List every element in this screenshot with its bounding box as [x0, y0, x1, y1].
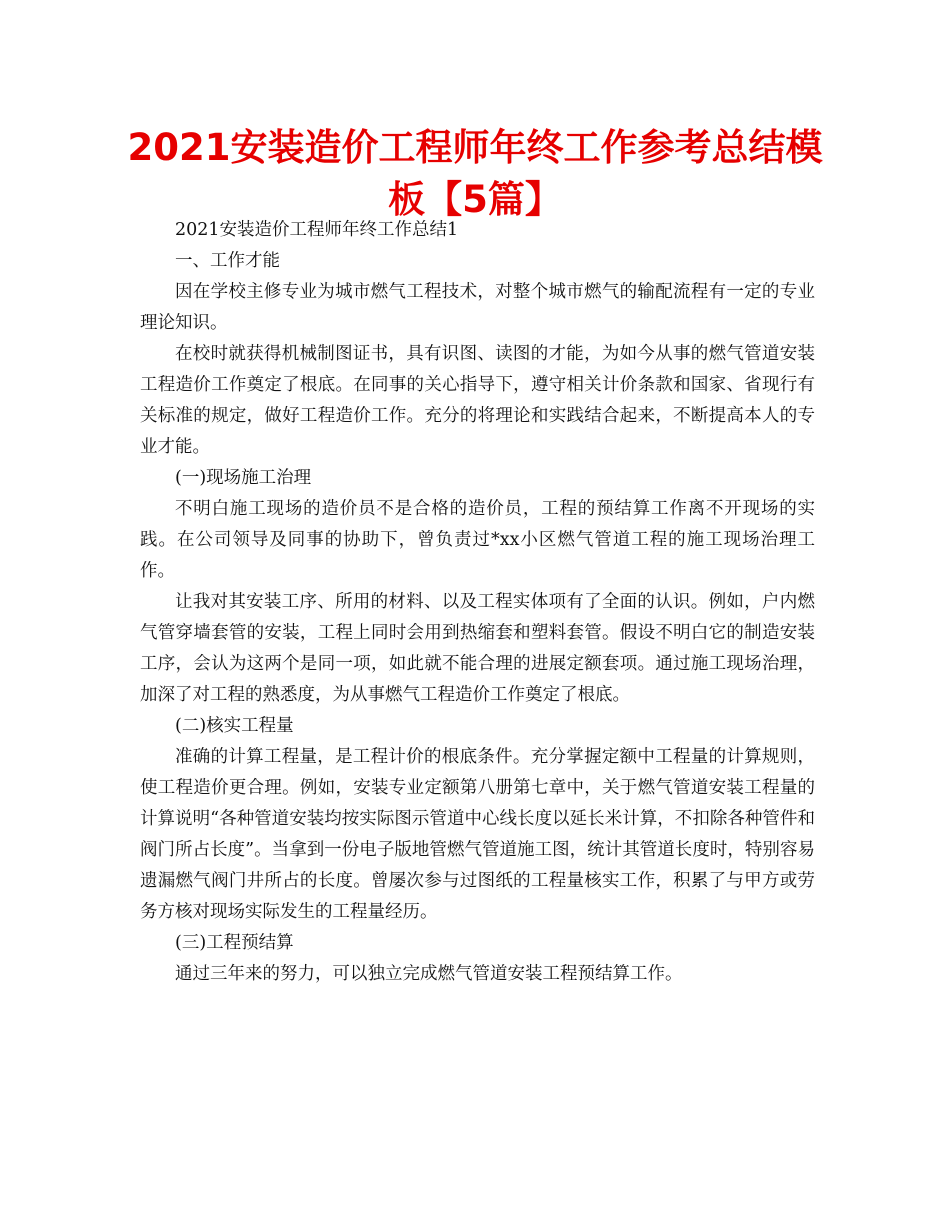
subsection-heading: (二)核实工程量 — [175, 716, 294, 736]
document-body — [140, 215, 815, 990]
subsection-heading: (一)现场施工治理 — [175, 468, 312, 488]
subsection-heading: (三)工程预结算 — [175, 933, 294, 953]
section-heading: 一、工作才能 — [175, 251, 280, 271]
paragraph: 准确的计算工程量，是工程计价的根底条件。充分掌握定额中工程量的计算规则，使工程造价更合理。例如，安装专业定额第八册第七章中，关于燃气管道安装工程量的计算说明“各种管道安装均按实际图示管道中心线长度以延长米计算，不扣除各种管件和阀门所占长度”。当拿到一份电子版地管燃气管道施工图，统计其管道长度时，特别容易遗漏燃气阀门井所占的长度。曾屡次参与过图纸的工程量核实工作，积累了与甲方或劳务方核对现场实际发生的工程量经历。 — [140, 747, 815, 922]
section-title: 2021安装造价工程师年终工作总结1 — [175, 220, 459, 240]
document-title: 2021安装造价工程师年终工作参考总结模板【5篇】 — [127, 126, 823, 221]
paragraph: 在校时就获得机械制图证书，具有识图、读图的才能，为如今从事的燃气管道安装工程造价工作奠定了根底。在同事的关心指导下，遵守相关计价条款和国家、省现行有关标准的规定，做好工程造价工作。充分的将理论和实践结合起来，不断提高本人的专业才能。 — [140, 344, 815, 457]
paragraph: 因在学校主修专业为城市燃气工程技术，对整个城市燃气的输配流程有一定的专业理论知识。 — [140, 282, 815, 333]
paragraph: 让我对其安装工序、所用的材料、以及工程实体项有了全面的认识。例如，户内燃气管穿墙套管的安装，工程上同时会用到热缩套和塑料套管。假设不明白它的制造安装工序，会认为这两个是同一项，如此就不能合理的进展定额套项。通过施工现场治理，加深了对工程的熟悉度，为从事燃气工程造价工作奠定了根底。 — [140, 592, 815, 705]
paragraph: 不明白施工现场的造价员不是合格的造价员，工程的预结算工作离不开现场的实践。在公司领导及同事的协助下，曾负责过*xx小区燃气管道工程的施工现场治理工作。 — [140, 499, 815, 581]
paragraph: 通过三年来的努力，可以独立完成燃气管道安装工程预结算工作。 — [175, 964, 683, 984]
